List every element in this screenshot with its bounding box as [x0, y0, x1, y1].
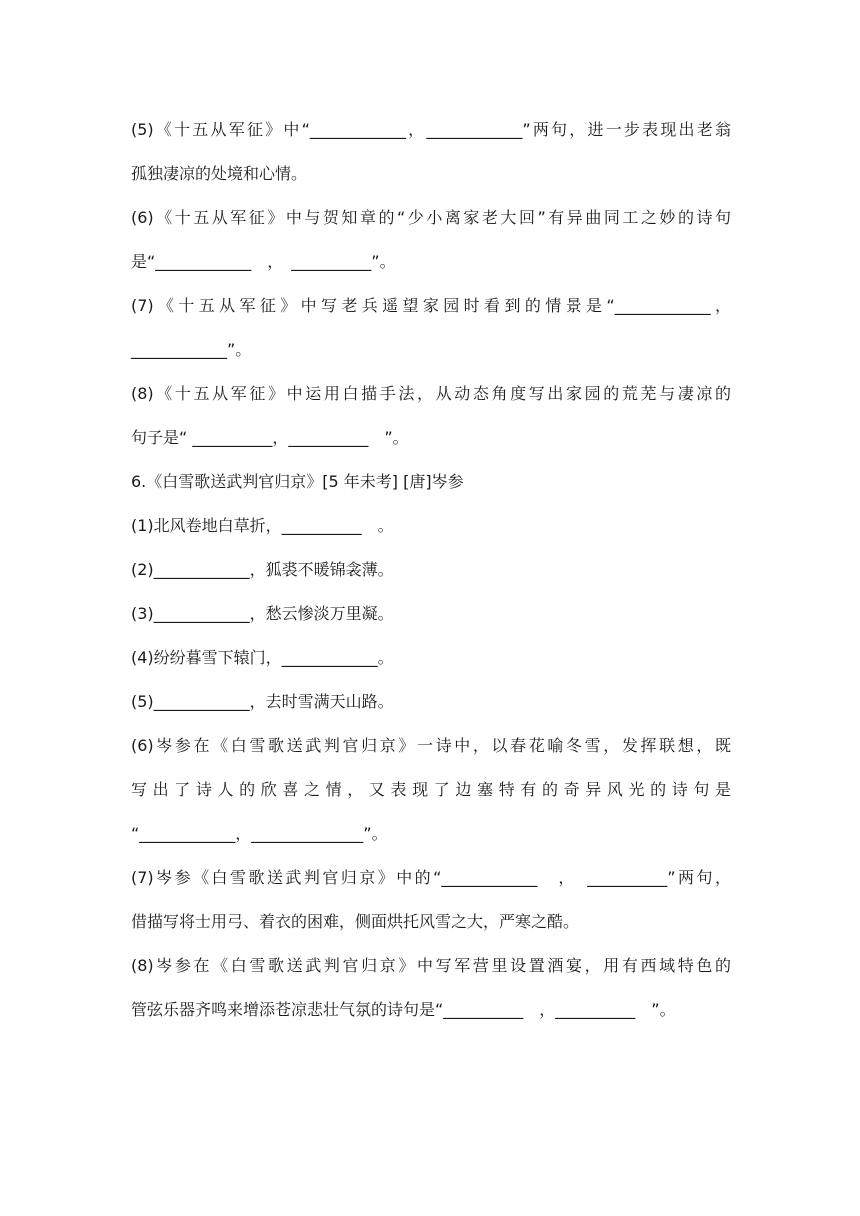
poem-item-4: (4)纷纷暮雪下辕门，____________。	[131, 648, 394, 667]
poem-question-6-line-3: “____________，______________”。	[131, 824, 388, 843]
question-8-line-2: 句子是“ __________，__________ ”。	[131, 428, 409, 447]
document-page	[131, 108, 731, 1032]
question-6-line-1: (6)《十五从军征》中与贺知章的“少小离家老大回”有异曲同工之妙的诗句	[131, 208, 731, 227]
poem-question-7-line-1: (7)岑参《白雪歌送武判官归京》中的“____________ ， __________”两句，	[131, 868, 731, 887]
poem-question-7-line-2: 借描写将士用弓、着衣的困难，侧面烘托风雪之大，严寒之酷。	[131, 912, 580, 931]
question-8-line-1: (8)《十五从军征》中运用白描手法，从动态角度写出家园的荒芜与凄凉的	[131, 384, 731, 403]
question-5-line-2: 孤独凄凉的处境和心情。	[131, 164, 308, 183]
section-6-heading: 6.《白雪歌送武判官归京》[5 年未考] [唐]岑参	[131, 472, 464, 491]
poem-question-6-line-2: 写出了诗人的欣喜之情，又表现了边塞特有的奇异风光的诗句是	[131, 780, 731, 799]
question-5-line-1: (5)《十五从军征》中“____________，____________”两句，进一步表现出老翁	[131, 120, 731, 139]
question-6-line-2: 是“____________ ， __________”。	[131, 252, 396, 271]
poem-item-2: (2)____________，狐裘不暖锦衾薄。	[131, 560, 394, 579]
poem-question-6-line-1: (6)岑参在《白雪歌送武判官归京》一诗中，以春花喻冬雪，发挥联想，既	[131, 736, 731, 755]
poem-item-3: (3)____________，愁云惨淡万里凝。	[131, 604, 394, 623]
poem-question-8-line-1: (8)岑参在《白雪歌送武判官归京》中写军营里设置酒宴，用有西域特色的	[131, 956, 731, 975]
poem-item-1: (1)北风卷地白草折，__________ 。	[131, 516, 394, 535]
question-7-line-2: ____________”。	[131, 340, 252, 359]
poem-item-5: (5)____________，去时雪满天山路。	[131, 692, 394, 711]
question-7-line-1: (7)《十五从军征》中写老兵遥望家园时看到的情景是“____________，	[131, 296, 731, 315]
poem-question-8-line-2: 管弦乐器齐鸣来增添苍凉悲壮气氛的诗句是“__________ ，__________ ”。	[131, 1000, 676, 1019]
